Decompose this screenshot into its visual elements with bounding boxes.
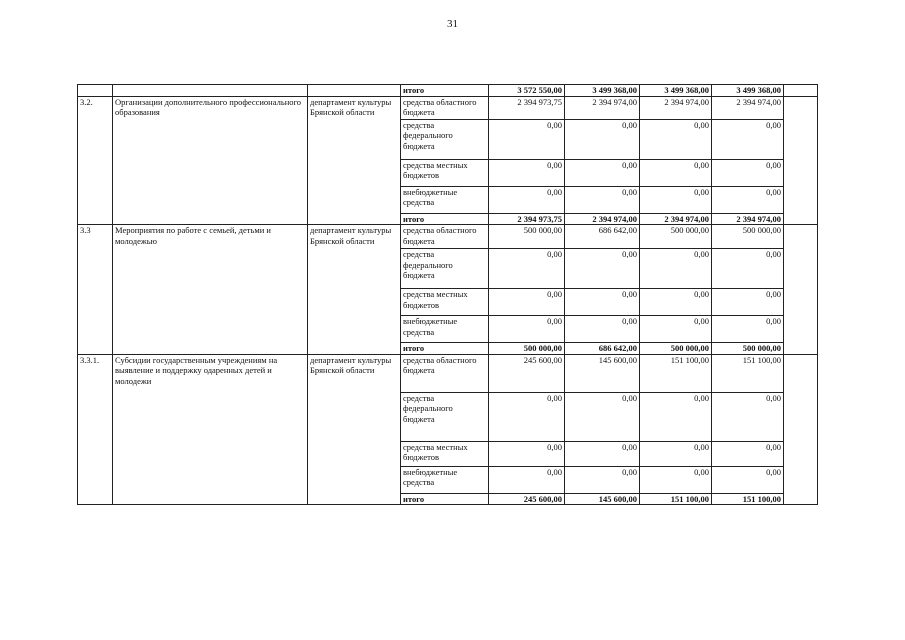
total-value: 2 394 974,00 [640, 213, 712, 225]
amount-cell: 0,00 [640, 186, 712, 213]
amount-cell: 0,00 [489, 316, 565, 343]
cell-empty [308, 85, 401, 97]
funding-source: внебюджетные средства [401, 186, 489, 213]
amount-cell: 0,00 [489, 186, 565, 213]
item-executor: департамент культуры Брянской области [308, 225, 401, 355]
amount-cell: 2 394 974,00 [712, 96, 784, 119]
amount-cell: 2 394 974,00 [565, 96, 640, 119]
total-value: 3 499 368,00 [565, 85, 640, 97]
amount-cell: 0,00 [565, 119, 640, 159]
amount-cell: 2 394 973,75 [489, 96, 565, 119]
total-value: 500 000,00 [640, 343, 712, 355]
amount-cell: 2 394 974,00 [640, 96, 712, 119]
amount-cell: 151 100,00 [640, 354, 712, 392]
total-value: 2 394 974,00 [712, 213, 784, 225]
amount-cell: 245 600,00 [489, 354, 565, 392]
amount-cell: 0,00 [565, 316, 640, 343]
amount-cell: 0,00 [565, 441, 640, 466]
cell-empty [113, 85, 308, 97]
funding-source: средства областного бюджета [401, 225, 489, 249]
funding-source: внебюджетные средства [401, 466, 489, 493]
amount-cell: 0,00 [712, 159, 784, 186]
total-label: итого [401, 493, 489, 505]
total-value: 686 642,00 [565, 343, 640, 355]
amount-cell: 0,00 [565, 249, 640, 289]
amount-cell: 0,00 [640, 466, 712, 493]
table-row [78, 354, 818, 392]
amount-cell: 0,00 [712, 119, 784, 159]
total-value: 151 100,00 [640, 493, 712, 505]
amount-cell: 0,00 [640, 159, 712, 186]
funding-source: средства федерального бюджета [401, 392, 489, 441]
table-row [78, 225, 818, 249]
total-value: 145 600,00 [565, 493, 640, 505]
amount-cell: 500 000,00 [712, 225, 784, 249]
amount-cell: 0,00 [489, 392, 565, 441]
total-value: 245 600,00 [489, 493, 565, 505]
amount-cell: 0,00 [712, 249, 784, 289]
total-value: 500 000,00 [489, 343, 565, 355]
page-number: 31 [447, 18, 458, 30]
amount-cell: 0,00 [489, 159, 565, 186]
amount-cell: 0,00 [640, 289, 712, 316]
total-value: 2 394 973,75 [489, 213, 565, 225]
funding-source: средства федерального бюджета [401, 249, 489, 289]
funding-source: средства местных бюджетов [401, 159, 489, 186]
amount-cell: 145 600,00 [565, 354, 640, 392]
total-label: итого [401, 213, 489, 225]
amount-cell: 0,00 [565, 289, 640, 316]
funding-source: средства областного бюджета [401, 354, 489, 392]
amount-cell: 0,00 [565, 186, 640, 213]
item-name: Субсидии государственным учреждениям на выявление и поддержку одаренных детей и молодежи [113, 354, 308, 505]
item-number: 3.2. [78, 96, 113, 225]
amount-cell: 0,00 [712, 441, 784, 466]
funding-source: средства местных бюджетов [401, 441, 489, 466]
amount-cell: 0,00 [640, 119, 712, 159]
amount-cell: 686 642,00 [565, 225, 640, 249]
budget-table-body [78, 85, 818, 505]
total-value: 151 100,00 [712, 493, 784, 505]
cell-empty [784, 96, 818, 225]
amount-cell: 0,00 [712, 392, 784, 441]
funding-source: средства местных бюджетов [401, 289, 489, 316]
funding-source: средства федерального бюджета [401, 119, 489, 159]
cell-empty [78, 85, 113, 97]
item-number: 3.3.1. [78, 354, 113, 505]
amount-cell: 0,00 [712, 466, 784, 493]
total-value: 3 499 368,00 [712, 85, 784, 97]
funding-source: средства областного бюджета [401, 96, 489, 119]
amount-cell: 0,00 [640, 392, 712, 441]
item-number: 3.3 [78, 225, 113, 355]
amount-cell: 0,00 [565, 466, 640, 493]
amount-cell: 0,00 [640, 249, 712, 289]
amount-cell: 0,00 [489, 289, 565, 316]
total-label: итого [401, 85, 489, 97]
cell-empty [784, 85, 818, 97]
total-label: итого [401, 343, 489, 355]
cell-empty [784, 354, 818, 505]
total-value: 2 394 974,00 [565, 213, 640, 225]
amount-cell: 0,00 [565, 159, 640, 186]
item-name: Организации дополнительного профессионального образования [113, 96, 308, 225]
amount-cell: 0,00 [640, 316, 712, 343]
budget-table [77, 84, 818, 505]
amount-cell: 500 000,00 [489, 225, 565, 249]
amount-cell: 0,00 [489, 119, 565, 159]
item-executor: департамент культуры Брянской области [308, 96, 401, 225]
table-row [78, 96, 818, 119]
amount-cell: 0,00 [712, 289, 784, 316]
total-value: 3 499 368,00 [640, 85, 712, 97]
amount-cell: 500 000,00 [640, 225, 712, 249]
item-name: Мероприятия по работе с семьей, детьми и молодежью [113, 225, 308, 355]
cell-empty [784, 225, 818, 355]
amount-cell: 0,00 [489, 441, 565, 466]
amount-cell: 0,00 [712, 186, 784, 213]
item-executor: департамент культуры Брянской области [308, 354, 401, 505]
amount-cell: 0,00 [489, 249, 565, 289]
table-row [78, 85, 818, 97]
amount-cell: 0,00 [712, 316, 784, 343]
total-value: 500 000,00 [712, 343, 784, 355]
amount-cell: 0,00 [489, 466, 565, 493]
total-value: 3 572 550,00 [489, 85, 565, 97]
amount-cell: 0,00 [640, 441, 712, 466]
amount-cell: 151 100,00 [712, 354, 784, 392]
amount-cell: 0,00 [565, 392, 640, 441]
funding-source: внебюджетные средства [401, 316, 489, 343]
